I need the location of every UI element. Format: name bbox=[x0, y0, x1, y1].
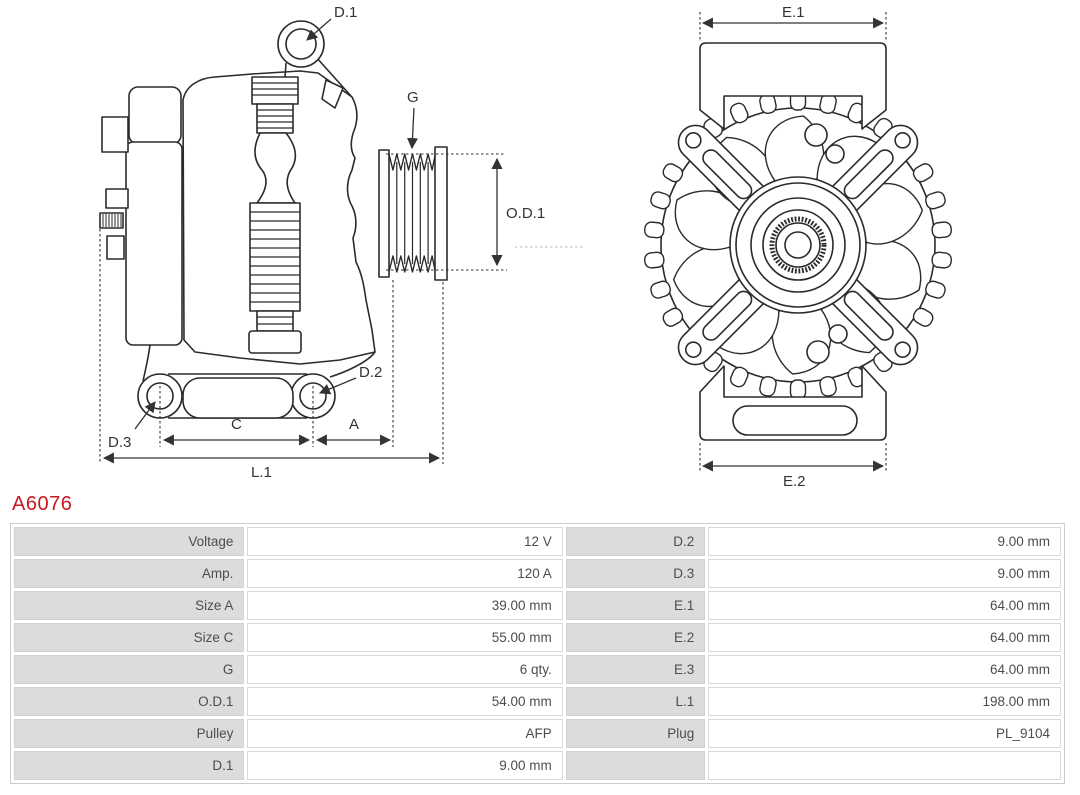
dim-label-d2: D.2 bbox=[359, 364, 383, 381]
alternator-front-view bbox=[644, 43, 952, 440]
spec-label: Size A bbox=[14, 591, 244, 620]
spec-label: G bbox=[14, 655, 244, 684]
spec-value: 64.00 mm bbox=[708, 623, 1061, 652]
dim-label-od1: O.D.1 bbox=[506, 205, 546, 222]
spec-label: Amp. bbox=[14, 559, 244, 588]
dim-label-l1: L.1 bbox=[251, 464, 272, 481]
spec-label bbox=[566, 751, 705, 780]
spec-label: E.3 bbox=[566, 655, 705, 684]
spec-table bbox=[10, 523, 1065, 784]
spec-value bbox=[708, 751, 1061, 780]
pulley bbox=[379, 147, 447, 280]
spec-value: AFP bbox=[247, 719, 562, 748]
spec-row bbox=[14, 591, 1061, 620]
dim-label-a: A bbox=[349, 416, 360, 433]
spec-value: 9.00 mm bbox=[708, 559, 1061, 588]
dim-label-e2: E.2 bbox=[783, 473, 806, 490]
part-number: A6076 bbox=[12, 493, 73, 515]
dim-label-c: C bbox=[231, 416, 242, 433]
spec-value: 9.00 mm bbox=[247, 751, 562, 780]
spec-value: PL_9104 bbox=[708, 719, 1061, 748]
spec-label: L.1 bbox=[566, 687, 705, 716]
bottom-mounting-lugs bbox=[138, 374, 335, 418]
spec-row bbox=[14, 527, 1061, 556]
spec-value: 64.00 mm bbox=[708, 591, 1061, 620]
spec-value: 9.00 mm bbox=[708, 527, 1061, 556]
spec-label: Voltage bbox=[14, 527, 244, 556]
hub-rings bbox=[730, 177, 866, 313]
front-bottom-slot bbox=[733, 406, 857, 435]
spec-label: D.2 bbox=[566, 527, 705, 556]
spec-row bbox=[14, 719, 1061, 748]
spec-label: E.2 bbox=[566, 623, 705, 652]
spec-label: Pulley bbox=[14, 719, 244, 748]
dim-label-d3: D.3 bbox=[108, 434, 132, 451]
spec-value: 64.00 mm bbox=[708, 655, 1061, 684]
threaded-terminal bbox=[100, 213, 123, 228]
spec-value: 6 qty. bbox=[247, 655, 562, 684]
spec-value: 120 A bbox=[247, 559, 562, 588]
spec-label: O.D.1 bbox=[14, 687, 244, 716]
spec-value: 55.00 mm bbox=[247, 623, 562, 652]
alternator-side-view bbox=[100, 21, 447, 418]
spec-label: Size C bbox=[14, 623, 244, 652]
spec-row bbox=[14, 751, 1061, 780]
dim-label-g: G bbox=[407, 89, 419, 106]
spec-value: 39.00 mm bbox=[247, 591, 562, 620]
spec-row bbox=[14, 559, 1061, 588]
spec-row bbox=[14, 623, 1061, 652]
stator-ribs bbox=[249, 77, 301, 353]
spec-label: Plug bbox=[566, 719, 705, 748]
spec-row bbox=[14, 687, 1061, 716]
spec-value: 12 V bbox=[247, 527, 562, 556]
spec-value: 198.00 mm bbox=[708, 687, 1061, 716]
spec-row bbox=[14, 655, 1061, 684]
spec-label: E.1 bbox=[566, 591, 705, 620]
spec-value: 54.00 mm bbox=[247, 687, 562, 716]
dim-label-e1: E.1 bbox=[782, 4, 805, 21]
dim-label-d1: D.1 bbox=[334, 4, 358, 21]
spec-label: D.1 bbox=[14, 751, 244, 780]
spec-label: D.3 bbox=[566, 559, 705, 588]
